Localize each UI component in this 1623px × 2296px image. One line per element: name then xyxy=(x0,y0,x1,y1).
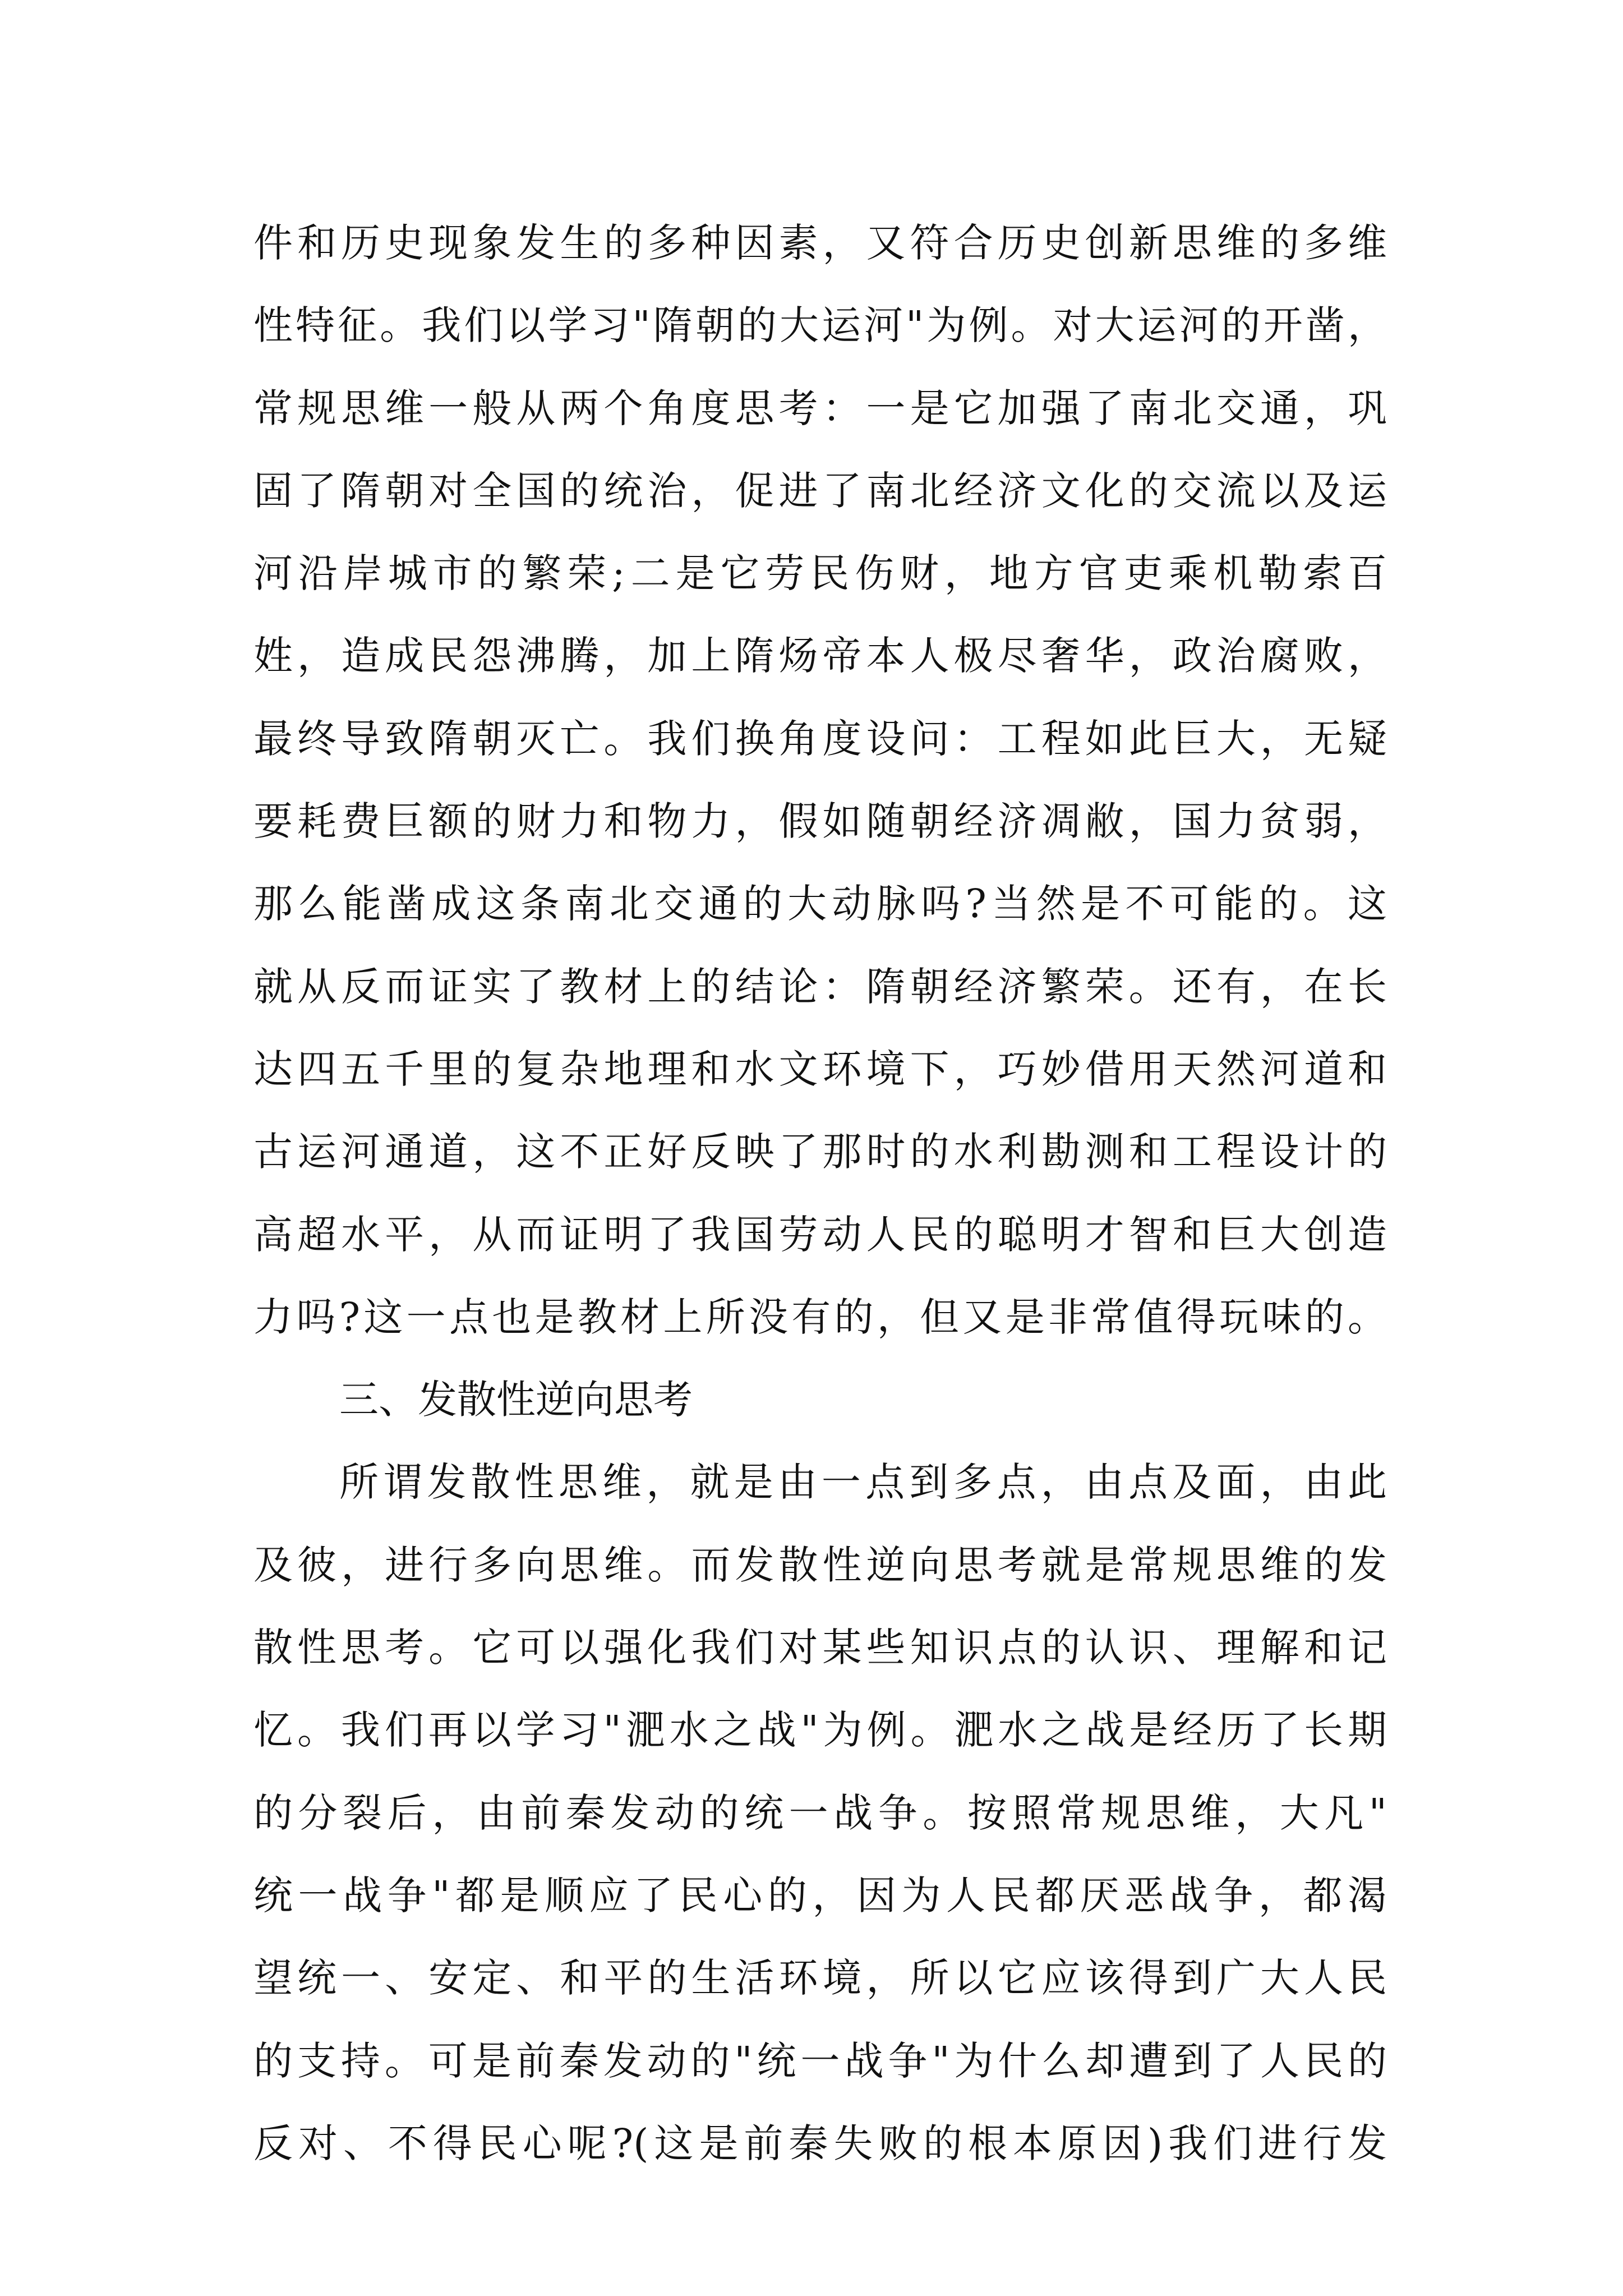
text-line: 达四五千里的复杂地理和水文环境下，巧妙借用天然河道和 xyxy=(253,1046,1387,1092)
text-line: 忆。我们再以学习"淝水之战"为例。淝水之战是经历了长期 xyxy=(253,1707,1387,1754)
text-line: 统一战争"都是顺应了民心的，因为人民都厌恶战争，都渴 xyxy=(253,1872,1387,1918)
document-body xyxy=(253,202,1387,2185)
text-line: 散性思考。它可以强化我们对某些知识点的认识、理解和记 xyxy=(253,1625,1387,1671)
section-heading: 三、发散性逆向思考 xyxy=(339,1377,693,1423)
text-line: 常规思维一般从两个角度思考：一是它加强了南北交通，巩 xyxy=(253,385,1387,431)
text-line: 就从反而证实了教材上的结论：隋朝经济繁荣。还有，在长 xyxy=(253,963,1387,1010)
text-line: 的支持。可是前秦发动的"统一战争"为什么却遭到了人民的 xyxy=(253,2037,1387,2084)
text-line: 件和历史现象发生的多种因素，又符合历史创新思维的多维 xyxy=(253,220,1387,266)
paragraph-first-line: 所谓发散性思维，就是由一点到多点，由点及面，由此 xyxy=(339,1459,1387,1506)
text-line: 最终导致隋朝灭亡。我们换角度设问：工程如此巨大，无疑 xyxy=(253,715,1387,762)
text-line: 性特征。我们以学习"隋朝的大运河"为例。对大运河的开凿， xyxy=(253,302,1387,349)
text-line: 反对、不得民心呢?(这是前秦失败的根本原因)我们进行发 xyxy=(253,2120,1387,2166)
text-line: 古运河通道，这不正好反映了那时的水利勘测和工程设计的 xyxy=(253,1129,1387,1175)
text-line: 河沿岸城市的繁荣;二是它劳民伤财，地方官吏乘机勒索百 xyxy=(253,550,1387,597)
text-line: 姓，造成民怨沸腾，加上隋炀帝本人极尽奢华，政治腐败， xyxy=(253,633,1387,679)
text-line: 高超水平，从而证明了我国劳动人民的聪明才智和巨大创造 xyxy=(253,1211,1387,1258)
text-line: 要耗费巨额的财力和物力，假如随朝经济凋敝，国力贫弱， xyxy=(253,798,1387,845)
text-line: 的分裂后，由前秦发动的统一战争。按照常规思维，大凡" xyxy=(253,1789,1387,1836)
text-line: 望统一、安定、和平的生活环境，所以它应该得到广大人民 xyxy=(253,1955,1387,2001)
text-line: 那么能凿成这条南北交通的大动脉吗?当然是不可能的。这 xyxy=(253,881,1387,927)
text-line: 及彼，进行多向思维。而发散性逆向思考就是常规思维的发 xyxy=(253,1542,1387,1588)
text-line: 力吗?这一点也是教材上所没有的，但又是非常值得玩味的。 xyxy=(253,1294,1387,1340)
text-line: 固了隋朝对全国的统治，促进了南北经济文化的交流以及运 xyxy=(253,467,1387,514)
